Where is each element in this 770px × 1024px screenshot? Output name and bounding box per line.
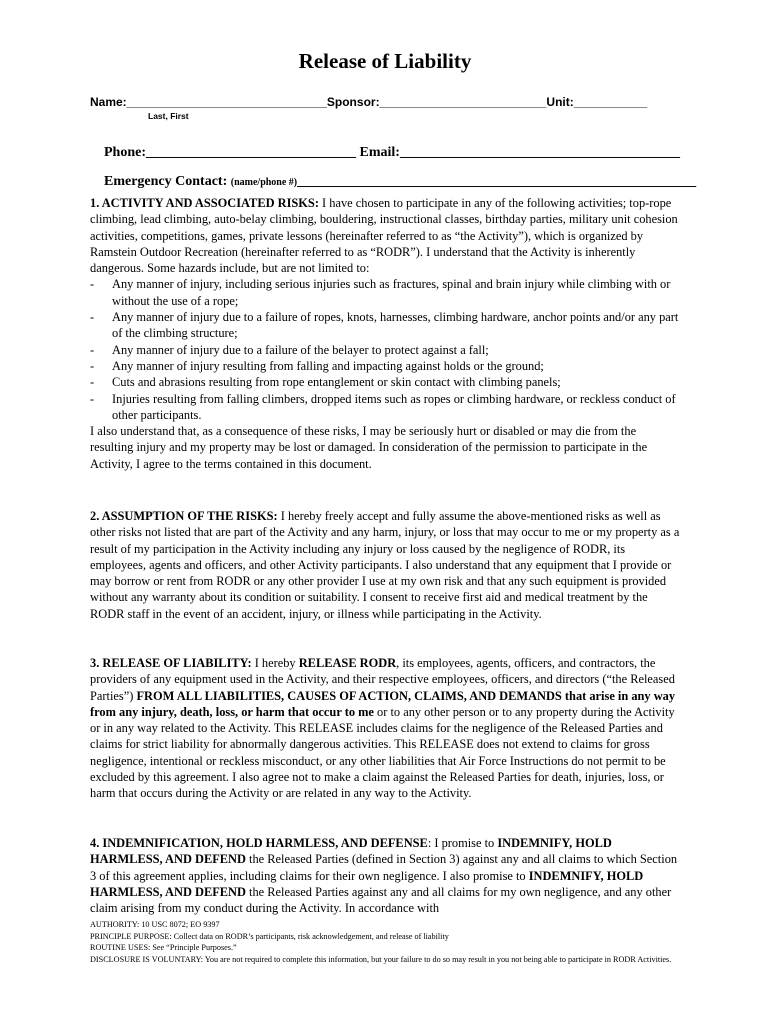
emergency-contact-hint: (name/phone #) bbox=[230, 177, 298, 188]
footer-authority: AUTHORITY: 10 USC 8072; EO 9397 bbox=[90, 920, 220, 929]
section-1-intro-text: I have chosen to participate in any of the following activities; top-rope climbing, lead climbing, auto-belay climbing, bouldering, instructional classes, birthday parties, military unit cohesion activities, competitions, games, private lessons (hereinafter referred to as “the Activity”), which is organized by Ramstein Outdoor Recreation (hereinafter referred to as “RODR”). I understand that the Activity is inherently dangerous. Some hazards include, but are not limited to: bbox=[90, 196, 678, 276]
section-release-of-liability bbox=[90, 655, 682, 802]
name-sponsor-unit-line[interactable]: Name:______________________________Sponsor:_________________________Unit:___________ bbox=[90, 95, 648, 109]
footer-routine-uses: ROUTINE USES: See “Principle Purposes.” bbox=[90, 943, 237, 952]
emergency-contact-label: Emergency Contact: bbox=[104, 174, 231, 189]
phone-label: Phone: bbox=[104, 145, 146, 160]
section-1-heading: 1. ACTIVITY AND ASSOCIATED RISKS: bbox=[90, 196, 319, 210]
footer-purpose: PRINCIPLE PURPOSE: Collect data on RODR’s participants, risk acknowledgement, and release of liability bbox=[90, 931, 449, 941]
section-4-bold-2: INDEMNIFY, HOLD HARMLESS, AND DEFEND bbox=[90, 868, 644, 899]
list-item: - Injuries resulting from falling climbers, dropped items such as ropes or climbing hardware, or reckless conduct of other participants. bbox=[90, 391, 682, 424]
section-3-heading: 3. RELEASE OF LIABILITY: bbox=[90, 656, 252, 670]
list-item: - Any manner of injury resulting from falling and impacting against holds or the ground; bbox=[90, 358, 682, 374]
section-assumption-of-risks bbox=[90, 508, 682, 622]
section-4-bold-1: INDEMNIFY, HOLD HARMLESS, AND DEFEND bbox=[90, 836, 612, 867]
phone-field[interactable]: ______________________________ bbox=[146, 145, 356, 160]
email-field[interactable]: ________________________________________ bbox=[399, 145, 680, 160]
section-3-bold-2: FROM ALL LIABILITIES, CAUSES OF ACTION, CLAIMS, AND DEMANDS that arise in any way from any injury, death, loss, or harm that occur to me bbox=[90, 688, 676, 719]
list-item: - Cuts and abrasions resulting from rope entanglement or skin contact with climbing panels; bbox=[90, 374, 682, 390]
section-4-text-3: the Released Parties against any and all claims for my own negligence, and any other claim arising from my conduct during the Activity. In accordance with bbox=[90, 884, 672, 916]
section-3-text-2: , its employees, agents, officers, and contractors, the providers of any equipment used in the Activity, and their respective employees, officers, and directors (“the Released Parties”) bbox=[90, 656, 675, 703]
section-2-text: I hereby freely accept and fully assume the above-mentioned risks as well as other risks not listed that are part of the Activity and any harm, injury, or loss that may occur to me or my property as a result of my participation in the Activity including any injury or loss caused by the negligence of RODR, its employees, agents and officers, and other Activity participants. I also understand that any equipment that I provide or may borrow or rent from RODR or any other provider I use at my own risk and that any such equipment is provided without any warranty about its condition or suitability. I consent to receive first aid and medical treatment by the RODR staff in the event of an accident, injury, or illness while participating in the Activity. bbox=[90, 509, 680, 621]
section-indemnification bbox=[90, 835, 682, 916]
page-title: Release of Liability bbox=[298, 49, 472, 73]
hazard-list bbox=[90, 276, 682, 423]
privacy-act-footer bbox=[90, 919, 690, 965]
section-3-bold-1: RELEASE RODR bbox=[298, 656, 397, 670]
section-4-text-2: the Released Parties (defined in Section 3) against any and all claims to which Section 3 of this agreement applies, including claims for their own negligence. I also promise to bbox=[90, 852, 678, 883]
email-label: Email: bbox=[356, 145, 400, 160]
emergency-contact-field[interactable]: _________________________________________________________ bbox=[297, 174, 697, 189]
section-2-heading: 2. ASSUMPTION OF THE RISKS: bbox=[90, 509, 278, 523]
section-4-heading: 4. INDEMNIFICATION, HOLD HARMLESS, AND DEFENSE bbox=[90, 836, 428, 850]
section-4-text-1: : I promise to bbox=[427, 836, 498, 850]
section-3-text-3: or to any other person or to any property during the Activity or in any way related to the Activity. This RELEASE includes claims for the negligence of the Released Parties and claims for strict liability for abnormally dangerous activities. This RELEASE does not extend to claims for gross negligence, intentional or reckless misconduct, or any other liabilities that Air Force Instructions do not permit to be excluded by this agreement. I also agree not to make a claim against the Released Parties for death, injuries, loss, or harm that occurs during the Activity or are related in any way to the Activity. bbox=[90, 704, 675, 801]
section-1-closing: I also understand that, as a consequence of these risks, I may be seriously hurt or disabled or may die from the resulting injury and my property may be lost or damaged. In consideration of the permission to participate in the Activity, I agree to the terms contained in this document. bbox=[90, 424, 648, 471]
list-item: - Any manner of injury due to a failure of ropes, knots, harnesses, climbing hardware, anchor points and/or any part of the climbing structure; bbox=[90, 309, 682, 342]
section-1-intro bbox=[90, 195, 682, 276]
list-item: - Any manner of injury, including serious injuries such as fractures, spinal and brain injury while climbing with or without the use of a rope; bbox=[90, 276, 682, 309]
name-sub-label: Last, First bbox=[148, 111, 189, 121]
footer-disclosure: DISCLOSURE IS VOLUNTARY: You are not required to complete this information, but your failure to do so may result in you not being able to participate in RODR Activities. bbox=[90, 954, 672, 964]
section-3-text-1: I hereby bbox=[251, 656, 299, 670]
section-activity-risks bbox=[90, 195, 682, 472]
list-item: - Any manner of injury due to a failure of the belayer to protect against a fall; bbox=[90, 342, 682, 358]
